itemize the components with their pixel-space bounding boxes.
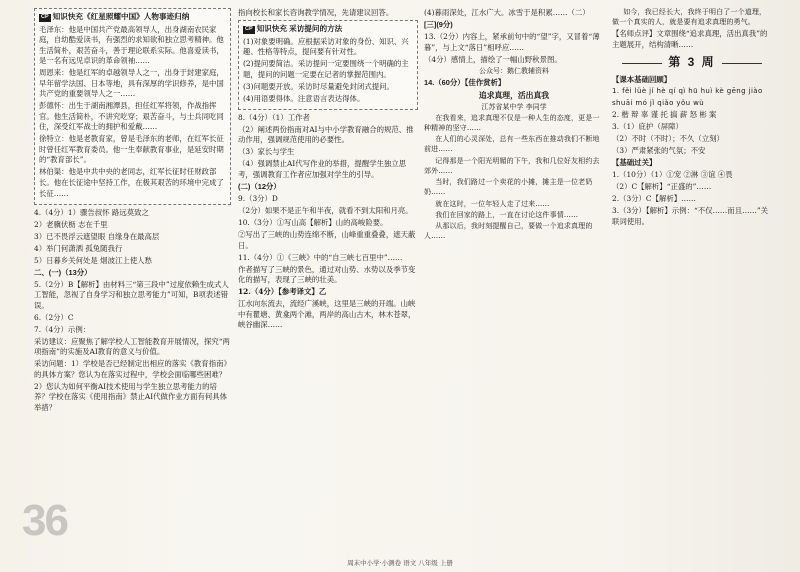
week-heading: 第 3 周: [612, 54, 772, 71]
answer-q9: 9.（3分）D: [238, 194, 278, 203]
tip-2: (2)提问要简洁。采访提问一定要围绕一个明确的主题，提问的问题一定要在记者的掌握范围内。: [243, 59, 409, 79]
cp-tag: CP: [41, 14, 49, 20]
section-heading: [三](9分): [424, 20, 453, 30]
essay-paragraph: 如今，我已经长大，我终于明白了一个道理，做一个真实的人，就是要有追求真理的勇气。: [612, 8, 767, 26]
answer-b2: 2.（3分）C【解析】……: [612, 194, 696, 204]
answer-q4b: 2）老骥伏枥 志在千里: [34, 219, 108, 229]
section-heading: (二)（12分）: [238, 181, 281, 191]
answer-q6: 6.（2分）C: [34, 312, 74, 322]
answer-q7a: 采访建议：应聚焦了解学校人工智能教育开展情况，探究“两项指南”的实施及AI教育的意义与价值。: [34, 336, 230, 357]
section-heading: 二、(一)（13分）: [34, 267, 92, 277]
xu-paragraph: 徐特立：他是老教育家，曾是毛泽东的老师，在红军长征时曾任红军教育委员。他一生奉献教育事业，是延安时期的“教育部长”。: [39, 134, 224, 165]
essay-title: 追求真理，活出真我: [478, 91, 550, 101]
tip-4: (4)用语要得体。注意语言表达得体。: [243, 93, 365, 103]
lin-paragraph: 林伯渠：他是中共中央的老同志，红军长征时任财政部长。他在长征途中坚持工作，在极其艰苦的环境中完成了长征……: [39, 167, 224, 198]
knowledge-box-title: CP 知识快充 采访提问的方法: [245, 24, 343, 34]
answer-b3: 3.（3分）【解析】示例：“不仅……而且……”关联词使用。: [612, 206, 769, 226]
answer-q8: 8.（4分）（1）工作者: [238, 112, 310, 122]
intro-text: 指向校长和家长咨询教学情况，先请建议回答。: [238, 8, 394, 17]
answer-characters: 2. 楷 辩 辜 谨 托 搞 薪 怒 彬 案: [612, 110, 717, 120]
essay-paragraph: 在人们的心灵深处，总有一些东西在推动我们不断地前进……: [424, 135, 600, 154]
answer-q4e: 5）日暮乡关何处是 烟波江上使人愁: [34, 255, 152, 265]
essay-paragraph: 在我看来，追求真理不仅是一种人生的态度，更是一种精神的坚守……: [424, 114, 600, 132]
teacher-comment: 【名师点评】文章围绕“追求真理，活出真我”的主题展开，结构清晰……: [612, 29, 768, 49]
answer-q11: 11.（4分）①《三峡》中的“自三峡七百里中”……: [238, 252, 403, 262]
answer-q4d: 4）举门何潇洒 孤兔随我行: [34, 243, 123, 253]
knowledge-box-title: CP 知识快充《红星照耀中国》人物事迹归纳: [41, 12, 190, 21]
answer-pinyin: 1. fěi lüè jí hè qí qì hū huì kè gēng jiào: [612, 87, 763, 96]
answer-q9b: （2分）如果不是正午和半夜，就看不到太阳和月亮。: [238, 206, 413, 216]
knowledge-box-interview: [238, 20, 418, 110]
section-heading: 【基础过关】: [612, 158, 657, 168]
answer-q13: 13.（2分）内容上，紧承前句中的“望”字，又冒着“薄暮”，与上文“落日”相呼应……: [424, 32, 600, 52]
answer-q14: 14.（60分）【佳作赏析】: [424, 77, 506, 87]
answer-q7: 7.（4分）示例：: [34, 324, 91, 334]
answer-q4c: 3）已不畏浮云遮望眼 自缘身在最高层: [34, 231, 160, 241]
answer-q5: 5.（2分）B【解析】由材料三“第三段中”过度依赖生成式人工智能，忽视了自身学习和独立思考能力”可知，B项表述错误。: [34, 279, 229, 310]
answer-q4: 4.（4分）1）骤告叔怀 路远莫致之: [34, 207, 149, 217]
cp-tag: CP: [245, 26, 253, 33]
tip-1: (1)对象要明确。应根据采访对象的身份、知识、兴趣、性格等特点，提问要有针对性。: [243, 36, 409, 57]
zhou-paragraph: 周恩来：他是红军的卓越领导人之一，出身于封建家庭，早年留学法国、日本等地，具有深厚的学识修养，是中国共产党的重要领导人之一……: [39, 68, 224, 99]
tip-3: (3)问题要开放。采访时尽量避免封闭式提问。: [243, 81, 394, 91]
essay-school: 江苏省某中学 李同学: [481, 103, 547, 112]
essay-body: [424, 114, 604, 242]
answer-b1b: （2）C【解析】“正盛的”……: [612, 182, 712, 192]
source-note: 公众号：鹅仁教辅资料: [479, 66, 549, 75]
section-heading: 【课本基础回顾】: [612, 75, 672, 85]
page-footer: 周末中小学·小测卷 语文 八年级 上册: [347, 558, 453, 567]
answer-q8a: （2）阐述两份指南对AI与中小学教育融合的规范、推动作用，强调规范使用的必要性。: [238, 124, 414, 145]
peng-paragraph: 彭德怀：出生于湖南湘潭县，担任红军将领，作战指挥官。他生活简朴，不讲究吃穿；艰苦奋斗，与士兵同吃同住，深受红军战士的拥护和爱戴……: [39, 101, 224, 132]
top-text: (4)暮雨深处，江水广大。冰雪于是积累……（二）: [424, 8, 590, 17]
mao-paragraph: 毛泽东：他是中国共产党最高领导人，出身湖南农民家庭，自幼酷爱读书，有强烈的求知欲和独立思考精神。他生活简朴，艰苦奋斗，善于理论联系实际。他喜爱读书，是一名有远见卓识的革命领袖……: [39, 24, 224, 66]
essay-paragraph: 记得那是一个阳光明媚的下午，我和几位好友相约去郊外……: [424, 156, 600, 175]
essay-paragraph: 就在这时，一位年轻人走了过来……: [435, 199, 550, 208]
column-1: [34, 8, 231, 415]
knowledge-box-red-star: [34, 8, 231, 205]
answer-q3: 3.（1）庇护（屏障）: [612, 122, 683, 132]
answer-q8b: （3）家长与学生: [238, 147, 295, 157]
essay-paragraph: 我们在回家的路上，一直在讨论这件事情……: [435, 210, 579, 219]
answer-b1: 1.（10分）（1）①宠 ②淋 ③谊 ④畏: [612, 170, 733, 180]
answer-q7c: 2）您认为如何平衡AI技术使用与学生独立思考能力的培养？学校在落实《使用指南》禁止AI代做作业方面有何具体举措？: [34, 381, 228, 412]
answer-q7b: 采访问题：1）学校是否已经制定出相应的落实《教育指南》的具体方案？您认为在落实过程中，学校会面临哪些困难？: [34, 359, 231, 379]
answer-q8c: （4）强调禁止AI代写作业的举措，提醒学生独立思考，强调教育工作者应加强对学生的引导。: [238, 159, 407, 179]
answer-q3b: （2）不时（不时）；不久（立刻）: [612, 134, 724, 144]
essay-continued: [612, 8, 772, 28]
column-2: [238, 8, 418, 332]
page-number: 36: [22, 495, 67, 545]
column-3: [424, 8, 604, 244]
essay-paragraph: 从那以后，我时刻提醒自己，要做一个追求真理的人……: [424, 222, 593, 241]
answer-q13b: （4分）感情上，描绘了一幅山野秋景图。: [424, 54, 562, 64]
answer-q12: 12.（4分）【参考译文】乙: [238, 287, 327, 297]
answer-pinyin-b: shuāi mó jǐ qiǎo yǒu wù: [612, 98, 705, 107]
essay-paragraph: 当时，我们路过一个卖花的小摊，摊主是一位老奶奶……: [424, 178, 593, 197]
answer-q10: 10.（3分）①写山高【解析】山的高峻险要。: [238, 218, 388, 228]
answer-q12b: 江水向东流去，流经广溪峡，这里是三峡的开端。山峡中有瞿塘、黄龛两个滩，两岸的高山古木，林木苍翠，峡谷幽深……: [238, 299, 416, 330]
column-4: [612, 8, 772, 229]
answer-q10b: ②写出了三峡的山势连绵不断，山峰重重叠叠，遮天蔽日。: [238, 230, 416, 250]
answer-q3c: （3）严肃紧张的气氛；不安: [612, 146, 706, 156]
answer-q11b: 作者描写了三峡的景色，通过对山势、水势以及季节变化的描写，表现了三峡的壮美。: [238, 264, 416, 285]
